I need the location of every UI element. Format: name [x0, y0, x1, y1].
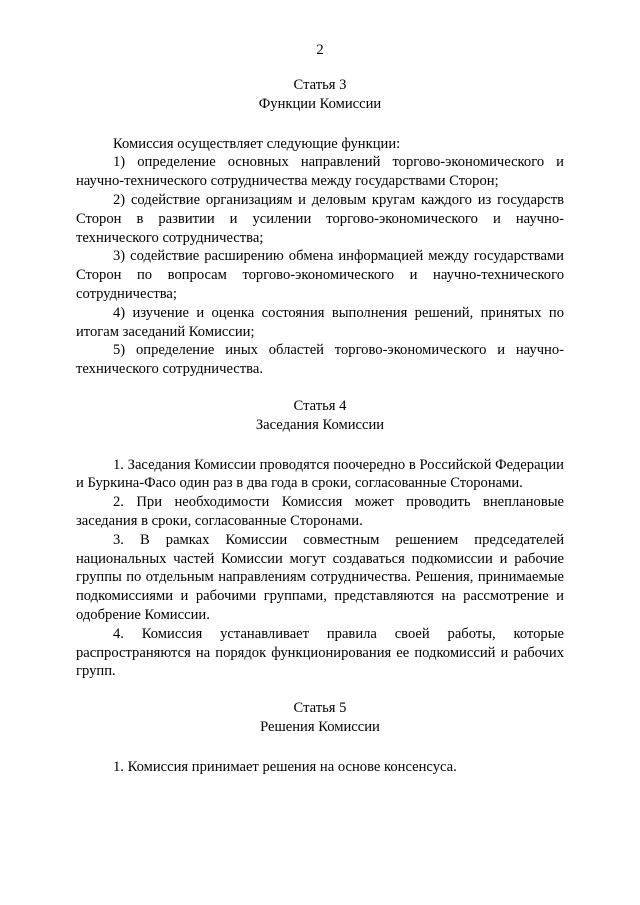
paragraph: 3. В рамках Комиссии совместным решением председателей национальных частей Комиссии могут создаваться подкомиссии и рабочие группы по отдельным направлениям сотрудничества. Решения, принимаемые подкомиссиями и рабочими группами, представляются на рассмотрение и одобрение Комиссии. [76, 531, 564, 623]
article-title: Решения Комиссии [260, 718, 380, 735]
article-heading: Статья 4 [293, 397, 347, 414]
paragraph: 4. Комиссия устанавливает правила своей работы, которые распространяются на порядок функционирования ее подкомиссий и рабочих групп. [76, 625, 564, 680]
paragraph: 5) определение иных областей торгово-экономического и научно-технического сотрудничества. [76, 342, 564, 378]
paragraph: 1. Заседания Комиссии проводятся поочередно в Российской Федерации и Буркина-Фасо один раз в два года в сроки, согласованные Сторонами. [76, 456, 564, 492]
paragraph: 3) содействие расширению обмена информацией между государствами Сторон по вопросам торгово-экономического и научно-технического сотрудничества; [76, 248, 564, 302]
paragraph: 2. При необходимости Комиссия может проводить внеплановые заседания в сроки, согласованные Сторонами. [76, 494, 564, 529]
paragraph: 1. Комиссия принимает решения на основе консенсуса. [113, 758, 457, 775]
document-body [76, 76, 564, 777]
article-5 [76, 699, 564, 776]
article-3 [76, 76, 564, 379]
article-4 [76, 397, 564, 681]
page-number: 2 [316, 42, 324, 58]
article-title: Функции Комиссии [258, 95, 382, 112]
paragraph: 2) содействие организациям и деловым кругам каждого из государств Сторон в развитии и усилении торгово-экономического и научно-технического сотрудничества; [76, 191, 564, 246]
article-heading: Статья 3 [293, 77, 347, 93]
article-title: Заседания Комиссии [255, 416, 385, 433]
paragraph: 4) изучение и оценка состояния выполнения решений, принятых по итогам заседаний Комиссии; [76, 304, 564, 340]
article-heading: Статья 5 [293, 700, 347, 717]
paragraph: Комиссия осуществляет следующие функции: [113, 135, 401, 152]
paragraph: 1) определение основных направлений торгово-экономического и научно-технического сотрудничества между государствами Сторон; [76, 154, 564, 190]
